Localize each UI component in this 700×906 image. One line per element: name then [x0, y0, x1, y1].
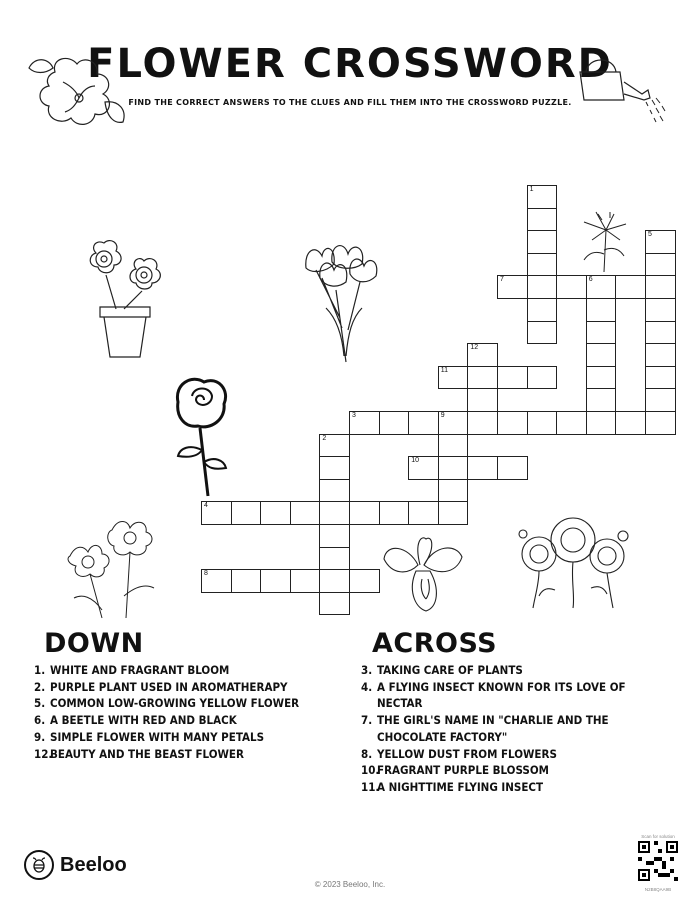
clue-number-label: 9	[440, 412, 445, 419]
potted-flowers-icon	[80, 235, 170, 365]
clue-item	[28, 695, 328, 712]
crossword-cell[interactable]	[527, 366, 558, 390]
crossword-cell[interactable]	[408, 501, 439, 525]
clue-number: 9.	[34, 729, 46, 744]
clue-text: PURPLE PLANT USED IN AROMATHERAPY	[50, 679, 288, 694]
crossword-cell[interactable]	[408, 411, 439, 435]
crossword-cell[interactable]	[645, 253, 676, 277]
lily-icon	[580, 210, 630, 275]
clue-text: A FLYING INSECT KNOWN FOR ITS LOVE OF NECTAR	[377, 679, 626, 711]
crossword-cell[interactable]	[379, 501, 410, 525]
crossword-cell[interactable]	[645, 298, 676, 322]
crossword-cell[interactable]	[319, 479, 350, 503]
bee-logo-icon	[24, 850, 54, 880]
clue-item	[28, 712, 328, 729]
daffodil-icon	[62, 510, 162, 620]
crossword-cell[interactable]	[349, 569, 380, 593]
crossword-cell[interactable]	[586, 366, 617, 390]
clue-item	[355, 779, 655, 796]
clue-item	[355, 746, 655, 763]
clue-number-label: 4	[204, 502, 208, 510]
crossword-cell[interactable]	[645, 275, 676, 299]
clue-item	[28, 679, 328, 696]
crossword-cell[interactable]	[586, 343, 617, 367]
brand	[24, 850, 127, 880]
crossword-cell[interactable]	[201, 501, 232, 525]
crossword-cell[interactable]	[527, 185, 558, 209]
clue-text: COMMON LOW-GROWING YELLOW FLOWER	[50, 696, 300, 711]
clue-text: TAKING CARE OF PLANTS	[377, 663, 523, 677]
page-title: FLOWER CROSSWORD	[87, 41, 613, 87]
clue-text: A NIGHTTIME FLYING INSECT	[377, 779, 544, 794]
clue-item	[355, 712, 655, 745]
clue-number-label: 2	[322, 434, 327, 442]
crossword-cell[interactable]	[527, 208, 558, 232]
crossword-cell[interactable]	[438, 411, 469, 435]
clue-text: A BEETLE WITH RED AND BLACK	[50, 713, 237, 728]
crossword-cell[interactable]	[645, 321, 676, 345]
copyright: © 2023 Beeloo, Inc.	[314, 880, 386, 889]
crossword-cell[interactable]	[527, 411, 558, 435]
clue-number: 3.	[361, 663, 373, 677]
clue-number-label: 7	[500, 276, 504, 284]
clue-item	[355, 679, 655, 712]
crossword-cell[interactable]	[231, 501, 262, 525]
crossword-cell[interactable]	[467, 366, 498, 390]
clue-number: 1.	[34, 663, 46, 677]
clue-text: FRAGRANT PURPLE BLOSSOM	[377, 763, 549, 778]
crossword-cell[interactable]	[615, 411, 646, 435]
crossword-cell[interactable]	[438, 456, 469, 480]
crossword-cell[interactable]	[615, 275, 646, 299]
crossword-cell[interactable]	[527, 321, 558, 345]
qr-block	[638, 834, 678, 892]
clue-number-label: 12	[470, 344, 479, 352]
clue-number: 2.	[34, 679, 46, 694]
crossword-cell[interactable]	[527, 298, 558, 322]
clue-number: 12.	[34, 746, 53, 761]
crossword-cell[interactable]	[349, 411, 380, 435]
crossword-cell[interactable]	[438, 479, 469, 503]
crossword-cell[interactable]	[645, 343, 676, 367]
clue-number: 5.	[34, 696, 46, 711]
crossword-cell[interactable]	[527, 230, 558, 254]
clue-number-label: 8	[204, 570, 208, 578]
crossword-cell[interactable]	[467, 411, 498, 435]
crossword-cell[interactable]	[497, 411, 528, 435]
crossword-cell[interactable]	[319, 456, 350, 480]
crossword-cell[interactable]	[319, 547, 350, 571]
crossword-cell[interactable]	[497, 456, 528, 480]
down-clues	[28, 662, 328, 762]
crossword-cell[interactable]	[438, 501, 469, 525]
crossword-cell[interactable]	[319, 592, 350, 616]
clue-number-label: 5	[648, 231, 652, 239]
clue-text: THE GIRL'S NAME IN "CHARLIE AND THE CHOCOLATE FACTORY"	[377, 713, 609, 744]
qr-code-label: N2B8QAA9B	[644, 887, 672, 892]
crossword-cell[interactable]	[260, 569, 291, 593]
clue-item	[355, 662, 655, 679]
page-subtitle: FIND THE CORRECT ANSWERS TO THE CLUES AND FILL THEM INTO THE CROSSWORD PUZZLE.	[128, 98, 572, 107]
clue-text: YELLOW DUST FROM FLOWERS	[377, 746, 557, 761]
clue-number: 6.	[34, 713, 46, 728]
crossword-cell[interactable]	[349, 501, 380, 525]
pansy-icon	[25, 52, 130, 132]
crossword-cell[interactable]	[497, 275, 528, 299]
clue-number: 8.	[361, 746, 373, 761]
crossword-cell[interactable]	[290, 501, 321, 525]
across-heading: ACROSS	[372, 628, 498, 659]
crossword-cell[interactable]	[201, 569, 232, 593]
crossword-cell[interactable]	[467, 456, 498, 480]
crossword-cell[interactable]	[645, 230, 676, 254]
crossword-cell[interactable]	[527, 253, 558, 277]
clue-item	[28, 746, 328, 763]
crossword-cell[interactable]	[645, 366, 676, 390]
watering-can-icon	[570, 50, 675, 130]
crossword-cell[interactable]	[467, 388, 498, 412]
rose-icon	[168, 372, 238, 502]
crossword-cell[interactable]	[467, 343, 498, 367]
crossword-cell[interactable]	[290, 569, 321, 593]
crossword-cell[interactable]	[319, 524, 350, 548]
crossword-cell[interactable]	[319, 569, 350, 593]
clue-number-label: 1	[529, 186, 534, 193]
tulip-bouquet-icon	[296, 238, 386, 368]
clue-number-label: 10	[411, 457, 419, 465]
crossword-cell[interactable]	[645, 411, 676, 435]
crossword-cell[interactable]	[586, 298, 617, 322]
crossword-cell[interactable]	[586, 411, 617, 435]
clue-number: 4.	[361, 679, 373, 694]
crossword-cell[interactable]	[408, 456, 439, 480]
clue-number: 10.	[361, 763, 380, 778]
crossword-cell[interactable]	[319, 434, 350, 458]
crossword-cell[interactable]	[497, 366, 528, 390]
crossword-cell[interactable]	[438, 366, 469, 390]
orchid-icon	[378, 535, 468, 615]
crossword-cell[interactable]	[527, 275, 558, 299]
clue-item	[28, 729, 328, 746]
crossword-cell[interactable]	[556, 411, 587, 435]
crossword-cell[interactable]	[231, 569, 262, 593]
clue-number: 7.	[361, 713, 373, 728]
crossword-cell[interactable]	[319, 501, 350, 525]
clue-number: 11.	[361, 779, 380, 794]
crossword-cell[interactable]	[586, 388, 617, 412]
sunflowers-icon	[505, 510, 640, 610]
brand-name: Beeloo	[60, 853, 127, 876]
clue-number-label: 6	[588, 276, 593, 284]
crossword-cell[interactable]	[379, 411, 410, 435]
crossword-cell[interactable]	[586, 321, 617, 345]
clue-item	[28, 662, 328, 679]
crossword-cell[interactable]	[556, 275, 587, 299]
clue-item	[355, 762, 655, 779]
clue-number-label: 11	[440, 366, 449, 374]
crossword-cell[interactable]	[586, 275, 617, 299]
crossword-cell[interactable]	[645, 388, 676, 412]
clue-text: SIMPLE FLOWER WITH MANY PETALS	[50, 729, 265, 744]
clue-text: WHITE AND FRAGRANT BLOOM	[50, 663, 230, 677]
across-clues	[355, 662, 655, 796]
crossword-cell[interactable]	[260, 501, 291, 525]
qr-caption: Scan for solution	[641, 834, 675, 839]
qr-code-icon[interactable]	[638, 841, 678, 881]
clue-number-label: 3	[352, 412, 356, 419]
down-heading: DOWN	[44, 628, 144, 659]
clue-text: BEAUTY AND THE BEAST FLOWER	[50, 746, 244, 761]
crossword-cell[interactable]	[438, 434, 469, 458]
